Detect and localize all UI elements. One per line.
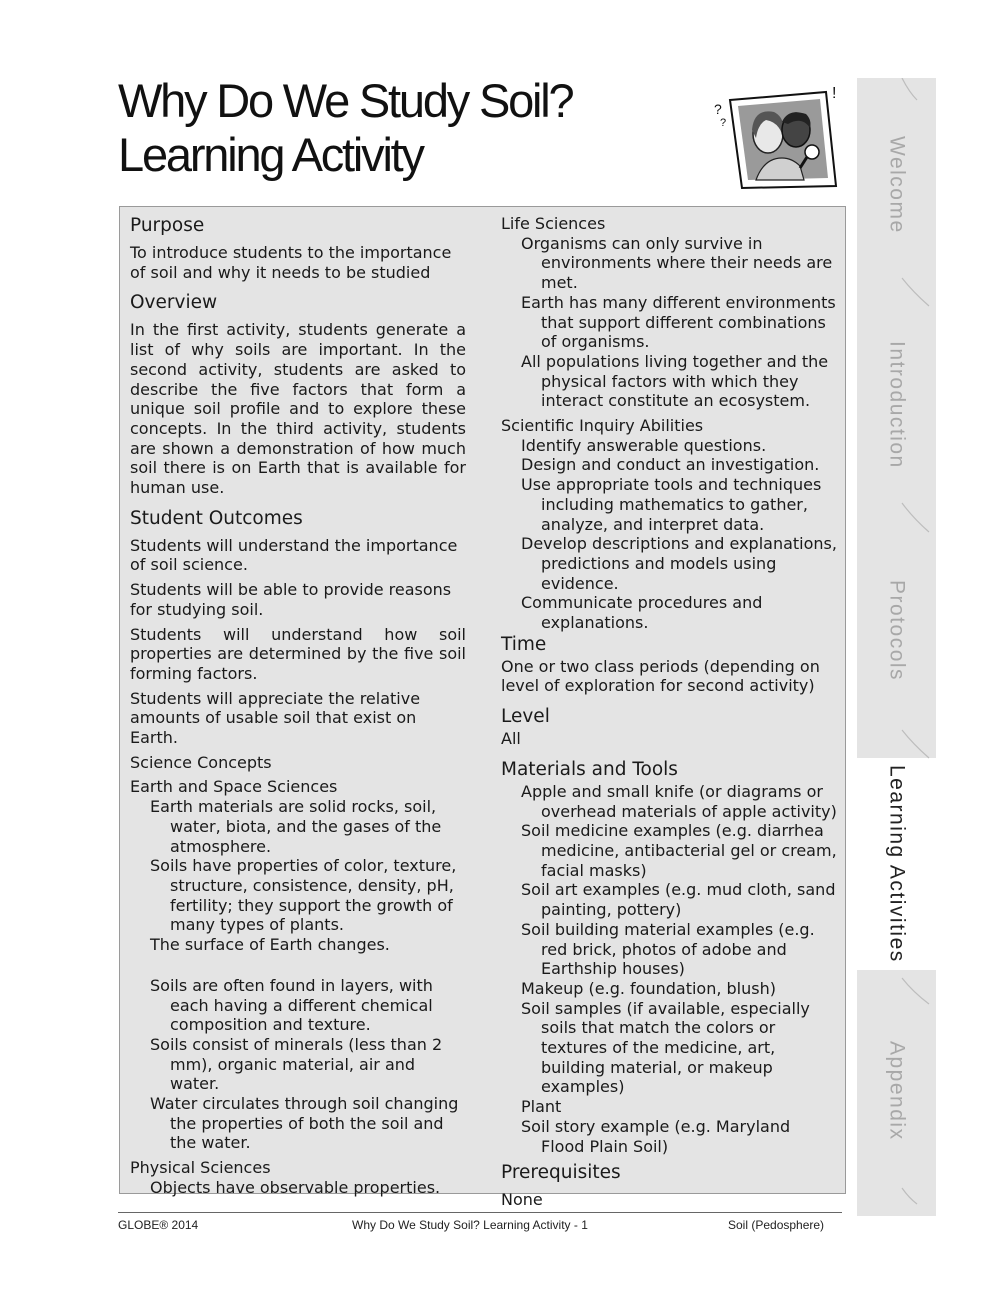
outcomes-heading: Student Outcomes	[130, 507, 303, 529]
inquiry-item: Communicate procedures and explanations.	[521, 593, 763, 633]
svg-text:?: ?	[714, 101, 722, 117]
svg-text:?: ?	[720, 117, 727, 129]
concept-item: Earth has many different environments that support different combinations of organisms.	[521, 292, 836, 352]
svg-text:!: !	[832, 86, 837, 102]
earth-space-heading: Earth and Space Sciences	[130, 777, 338, 797]
prerequisites-text: None	[501, 1190, 543, 1210]
concept-item: Objects have observable properties.	[150, 1177, 441, 1197]
inquiry-item: Design and conduct an investigation.	[521, 455, 820, 475]
material-item: Apple and small knife (or diagrams or overhead materials of apple activity)	[521, 781, 837, 821]
physical-sciences-heading: Physical Sciences	[130, 1158, 271, 1178]
outcome-item: Students will understand how soil properties are determined by the five soil forming factors.	[130, 624, 466, 683]
level-text: All	[501, 729, 521, 749]
outcome-item: Students will appreciate the relative amounts of usable soil that exist on Earth.	[130, 688, 421, 748]
overview-text: In the first activity, students generate a list of why soils are important. In the second activity, students are asked to describe the five factors that form a unique soil profile and to explore these concepts. In the third activity, students are shown a demonstration of how much soil there is on Earth that is available for human use.	[130, 320, 466, 498]
overview-heading: Overview	[130, 292, 218, 314]
concept-item: Soils consist of minerals (less than 2 mm), organic material, air and water.	[150, 1034, 443, 1094]
material-item: Makeup (e.g. foundation, blush)	[521, 978, 776, 998]
material-item: Soil medicine examples (e.g. diarrhea medicine, antibacterial gel or cream, facial masks)	[521, 821, 837, 880]
inquiry-item: Develop descriptions and explanations, predictions and models using evidence.	[521, 534, 837, 593]
concept-item: Soils have properties of color, texture, structure, consistence, density, pH, fertility; they support the growth of many types of plants.	[150, 856, 457, 935]
tab-label: Appendix	[885, 1041, 909, 1141]
tab-label: Welcome	[885, 136, 909, 234]
concept-item: The surface of Earth changes.	[150, 935, 390, 955]
footer-right: Soil (Pedosphere)	[728, 1218, 825, 1232]
tab-dividers	[857, 78, 936, 1216]
purpose-text: To introduce students to the importance of soil and why it needs to be studied	[130, 243, 452, 282]
tab-label: Learning Activities	[885, 765, 909, 963]
outcome-item: Students will be able to provide reasons for studying soil.	[130, 580, 452, 619]
students-illustration	[708, 86, 848, 190]
concept-item: Water circulates through soil changing the properties of both the soil and the water.	[150, 1094, 459, 1153]
life-sciences-heading: Life Sciences	[501, 214, 606, 233]
prerequisites-heading: Prerequisites	[501, 1162, 621, 1184]
material-item: Plant	[521, 1097, 562, 1117]
time-heading: Time	[501, 633, 547, 655]
concept-item: Earth materials are solid rocks, soil, water, biota, and the gases of the atmosphere.	[150, 797, 442, 856]
material-item: Soil story example (e.g. Maryland Flood Plain Soil)	[521, 1116, 791, 1156]
right-column	[501, 214, 837, 1210]
inquiry-heading: Scientific Inquiry Abilities	[501, 416, 704, 436]
tab-label: Introduction	[885, 341, 909, 469]
tab-label: Protocols	[885, 580, 909, 682]
inquiry-item: Use appropriate tools and techniques including mathematics to gather, analyze, and interpret data.	[521, 475, 822, 534]
material-item: Soil samples (if available, especially soils that match the colors or textures of the medicine, art, building material, or makeup examples)	[521, 998, 810, 1097]
material-item: Soil building material examples (e.g. red brick, photos of adobe and Earthship houses)	[521, 919, 815, 979]
footer-rule	[118, 1212, 842, 1213]
outcome-item: Students will understand the importance of soil science.	[130, 535, 458, 575]
level-heading: Level	[501, 706, 550, 728]
time-text: One or two class periods (depending on level of exploration for second activity)	[501, 656, 820, 696]
purpose-heading: Purpose	[130, 215, 205, 236]
title-line-1: Why Do We Study Soil?	[118, 74, 573, 127]
inquiry-item: Identify answerable questions.	[521, 435, 767, 455]
concept-item: Soils are often found in layers, with each having a different chemical composition and texture.	[150, 975, 433, 1035]
materials-heading: Materials and Tools	[501, 758, 678, 780]
title-line-2: Learning Activity	[118, 128, 423, 181]
concepts-heading: Science Concepts	[130, 752, 272, 772]
concept-item: Organisms can only survive in environments where their needs are met.	[521, 233, 833, 293]
footer-center: Why Do We Study Soil? Learning Activity - 1	[352, 1218, 588, 1232]
footer-left: GLOBE® 2014	[118, 1218, 199, 1232]
material-item: Soil art examples (e.g. mud cloth, sand painting, pottery)	[521, 880, 836, 920]
left-column	[130, 214, 466, 1198]
page-title	[118, 74, 572, 182]
concept-item: All populations living together and the physical factors with which they interact constitute an ecosystem.	[521, 351, 829, 411]
